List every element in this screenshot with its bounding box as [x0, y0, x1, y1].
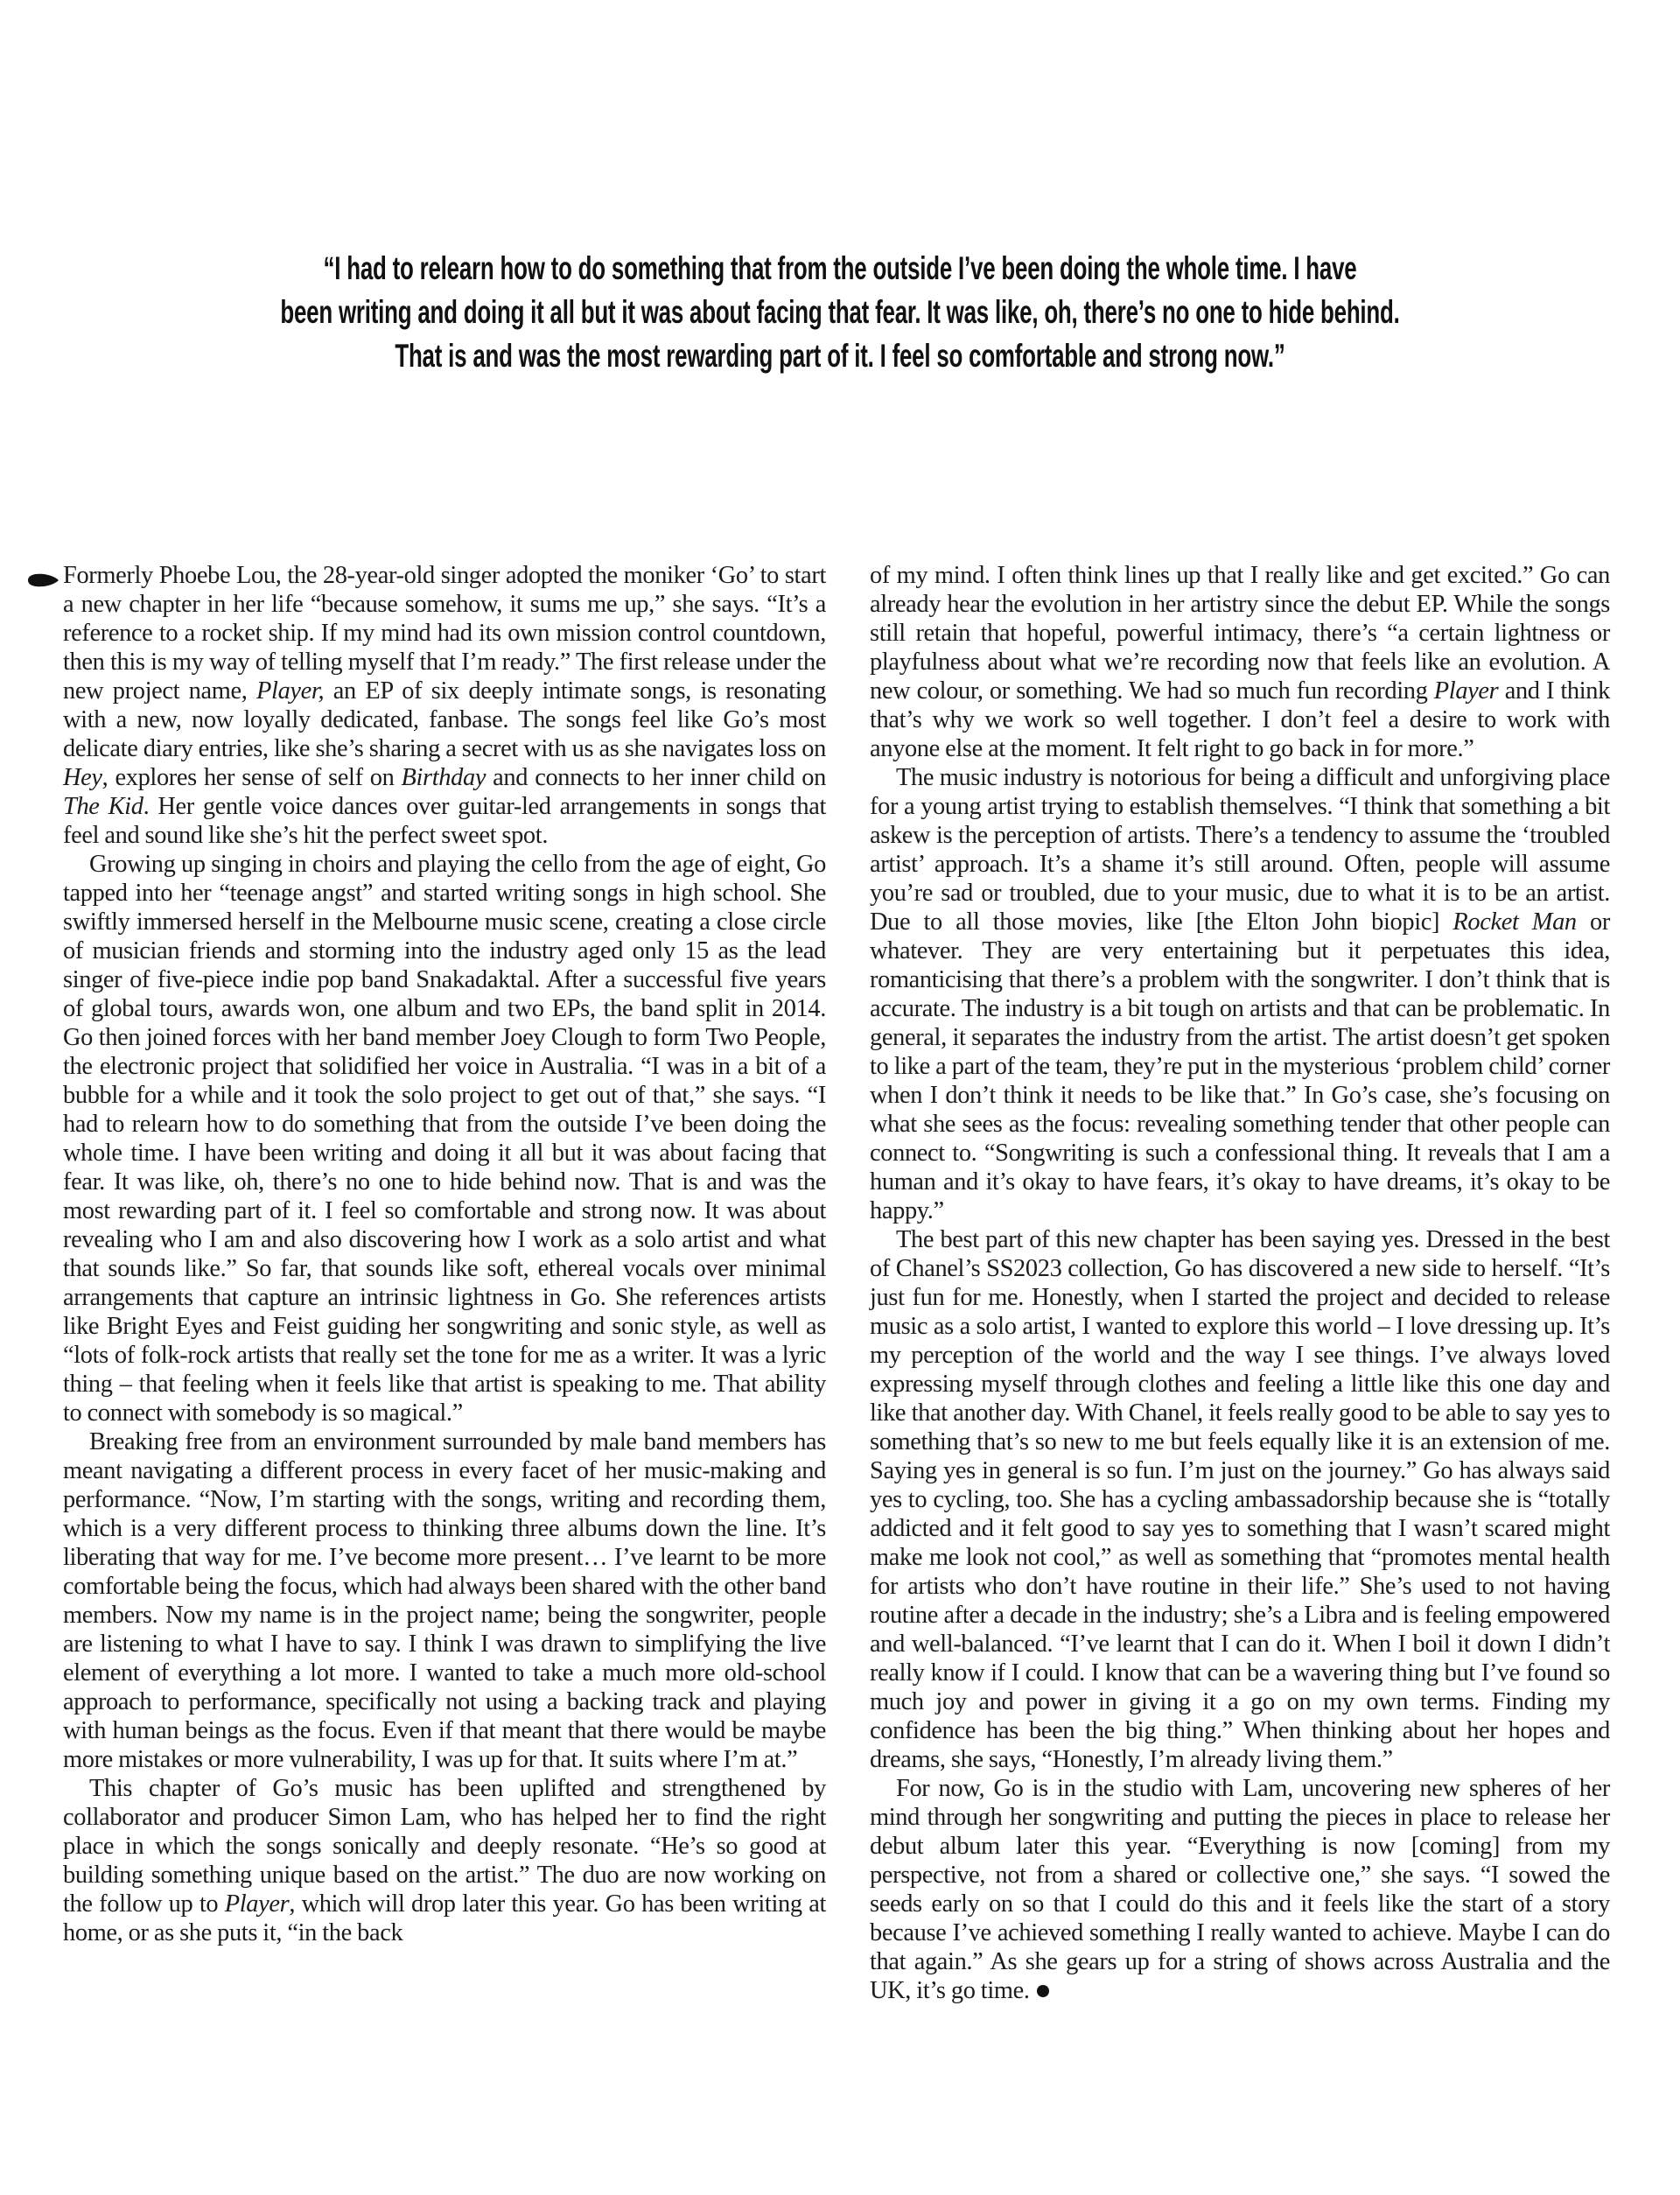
text-run: and I think that’s why we work so well together. I don’t feel a desire to work with anyone else at the moment. It felt right to go back in for more.”: [870, 677, 1610, 762]
italic-title: Hey: [63, 764, 102, 791]
italic-title: Player: [224, 1890, 290, 1918]
text-run: . Her gentle voice dances over guitar-led arrangements in songs that feel and sound like she’s hit the perfect sweet spot.: [63, 793, 826, 849]
italic-title: Birthday: [401, 764, 486, 791]
text-run: and connects to her inner child on: [486, 764, 826, 791]
text-run: For now, Go is in the studio with Lam, uncovering new spheres of her mind through her songwriting and putting the pieces in place to release her debut album later this year. “Everything is now [coming] from my perspective, not from a shared or collective one,” she says. “I sowed the seeds early on so that I could do this and it feels like the start of a story because I’ve achieved something I really wanted to achieve. Maybe I can do that again.” As she gears up for a string of shows across Australia and the UK, it’s go time.: [870, 1775, 1610, 2004]
text-run: Formerly Phoebe Lou, the 28-year-old singer adopted the moniker ‘Go’ to start a new chapter in her life “because somehow, it sums me up,” she says. “It’s a reference to a rocket ship. If my mind had its own mission control countdown, then this is my way of telling myself that I’m ready.” The first release under the new project name,: [63, 562, 826, 705]
article-paragraph: [870, 763, 1610, 1225]
pull-quote-line: been writing and doing it all but it was about facing that fear. It was like, oh, there’s no one to hide behind.: [280, 294, 1400, 330]
article-paragraph: [63, 1427, 826, 1774]
pull-quote-line: “I had to relearn how to do something that from the outside I’ve been doing the whole time. I have: [323, 250, 1357, 286]
text-run: , which will drop later this year. Go has been writing at home, or as she puts it, “in the back: [63, 1890, 826, 1946]
article-paragraph: [870, 561, 1610, 763]
pull-quote-line: That is and was the most rewarding part of it. I feel so comfortable and strong now.”: [395, 338, 1285, 374]
text-run: The music industry is notorious for being a difficult and unforgiving place for a young artist trying to establish themselves. “I think that something a bit askew is the perception of artists. There’s a tendency to assume the ‘troubled artist’ approach. It’s a shame it’s still around. Often, people will assume you’re sad or troubled, due to your music, due to what it is to be an artist. Due to all those movies, like [the Elton John biopic]: [870, 764, 1610, 936]
article-column-right: [870, 561, 1610, 2005]
article-paragraph: [63, 850, 826, 1427]
text-run: This chapter of Go’s music has been uplifted and strengthened by collaborator and producer Simon Lam, who has helped her to find the right place in which the songs sonically and deeply resonate. “He’s so good at building something unique based on the artist.” The duo are now working on the follow up to: [63, 1775, 826, 1918]
article-start-marker-icon: [26, 572, 60, 588]
article-paragraph: [870, 1774, 1610, 2005]
text-run: an EP of six deeply intimate songs, is resonating with a new, now loyally dedicated, fanbase. The songs feel like Go’s most delicate diary entries, like she’s sharing a secret with us as she navigates loss on: [63, 677, 826, 762]
article-paragraph: [63, 561, 826, 850]
text-run: , explores her sense of self on: [102, 764, 402, 791]
text-run: Breaking free from an environment surrounded by male band members has meant navigating a different process in every facet of her music-making and performance. “Now, I’m starting with the songs, writing and recording them, which is a very different process to thinking three albums down the line. It’s liberating that way for me. I’ve become more present… I’ve learnt to be more comfortable being the focus, which had always been shared with the other band members. Now my name is in the project name; being the songwriter, people are listening to what I have to say. I think I was drawn to simplifying the live element of everything a lot more. I wanted to take a much more old-school approach to performance, specifically not using a backing track and playing with human beings as the focus. Even if that meant that there would be maybe more mistakes or more vulnerability, I was up for that. It suits where I’m at.”: [63, 1428, 826, 1773]
article-paragraph: [63, 1774, 826, 1947]
text-run: The best part of this new chapter has been saying yes. Dressed in the best of Chanel’s SS2023 collection, Go has discovered a new side to herself. “It’s just fun for me. Honestly, when I started the project and decided to release music as a solo artist, I wanted to explore this world – I love dressing up. It’s my perception of the world and the way I see things. I’ve always loved expressing myself through clothes and feeling a little like this one day and like that another day. With Chanel, it feels really good to be able to say yes to something that’s so new to me but feels equally like it is an extension of me. Saying yes in general is so fun. I’m just on the journey.” Go has always said yes to cycling, too. She has a cycling ambassadorship because she is “totally addicted and it felt good to say yes to something that I wasn’t scared might make me look not cool,” as well as something that “promotes mental health for artists who don’t have routine in their life.” She’s used to not having routine after a decade in the industry; she’s a Libra and is feeling empowered and well-balanced. “I’ve learnt that I can do it. When I boil it down I didn’t really know if I could. I know that can be a wavering thing but I’ve found so much joy and power in giving it a go on my own terms. Finding my confidence has been the big thing.” When thinking about her hopes and dreams, she says, “Honestly, I’m already living them.”: [870, 1226, 1610, 1773]
italic-title: Player,: [256, 677, 325, 705]
pull-quote: [0, 247, 1680, 378]
text-run: Growing up singing in choirs and playing the cello from the age of eight, Go tapped into her “teenage angst” and started writing songs in high school. She swiftly immersed herself in the Melbourne music scene, creating a close circle of musician friends and storming into the industry aged only 15 as the lead singer of five-piece indie pop band Snakadaktal. After a successful five years of global tours, awards won, one album and two EPs, the band split in 2014. Go then joined forces with her band member Joey Clough to form Two People, the electronic project that solidified her voice in Australia. “I was in a bit of a bubble for a while and it took the solo project to get out of that,” she says. “I had to relearn how to do something that from the outside I’ve been doing the whole time. I have been writing and doing it all but it was about facing that fear. It was like, oh, there’s no one to hide behind now. That is and was the most rewarding part of it. I feel so comfortable and strong now. It was about revealing who I am and also discovering how I work as a solo artist and what that sounds like.” So far, that sounds like soft, ethereal vocals over minimal arrangements that capture an intrinsic lightness in Go. She references artists like Bright Eyes and Feist guiding her songwriting and sonic style, as well as “lots of folk-rock artists that really set the tone for me as a writer. It was a lyric thing – that feeling when it feels like that artist is speaking to me. That ability to connect with somebody is so magical.”: [63, 851, 826, 1427]
article-paragraph: [870, 1225, 1610, 1774]
italic-title: The Kid: [63, 793, 144, 820]
text-run: or whatever. They are very entertaining but it perpetuates this idea, romanticising that there’s a problem with the songwriter. I don’t think that is accurate. The industry is a bit tough on artists and that can be problematic. In general, it separates the industry from the artist. The artist doesn’t get spoken to like a part of the team, they’re put in the mysterious ‘problem child’ corner when I don’t think it needs to be like that.” In Go’s case, she’s focusing on what she sees as the focus: revealing something tender that other people can connect to. “Songwriting is such a confessional thing. It reveals that I am a human and it’s okay to have fears, it’s okay to have dreams, it’s okay to be happy.”: [870, 908, 1610, 1224]
italic-title: Player: [1433, 677, 1499, 705]
article-column-left: [63, 561, 826, 1947]
article-end-dot-icon: [1037, 1985, 1049, 1997]
italic-title: Rocket Man: [1452, 908, 1577, 936]
text-run: of my mind. I often think lines up that I really like and get excited.” Go can already hear the evolution in her artistry since the debut EP. While the songs still retain that hopeful, powerful intimacy, there’s “a certain lightness or playfulness about what we’re recording now that feels like an evolution. A new colour, or something. We had so much fun recording: [870, 562, 1610, 705]
